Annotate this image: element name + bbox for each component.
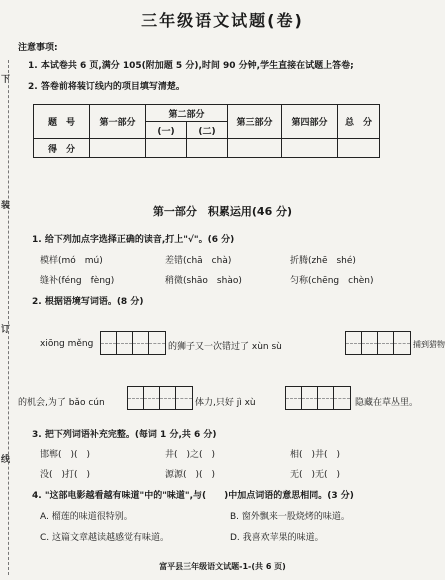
answer-boxes[interactable] (100, 331, 166, 355)
answer-boxes[interactable] (285, 386, 351, 410)
pinyin-choice[interactable]: 差错(chā chà) (165, 256, 232, 266)
score-cell[interactable] (282, 139, 338, 158)
idiom-blank[interactable]: 源源( )( ) (165, 470, 216, 480)
page-title: 三年级语文试题(卷) (141, 11, 304, 30)
question-prompt: 3. 把下列词语补充完整。(每词 1 分,共 6 分) (32, 430, 217, 440)
score-header-cell: 第二部分 (146, 105, 228, 122)
score-header-cell: 总 分 (338, 105, 380, 139)
pinyin-choice[interactable]: 稍微(shāo shào) (165, 276, 242, 286)
pinyin-choice[interactable]: 缝补(féng fèng) (40, 276, 115, 286)
idiom-blank[interactable]: 没( )打( ) (40, 470, 91, 480)
sentence-text: 的机会,为了 bǎo cún (18, 398, 105, 408)
pinyin-choice[interactable]: 折腾(zhē shé) (290, 256, 356, 266)
score-header-cell: 第三部分 (228, 105, 282, 139)
score-cell[interactable] (90, 139, 146, 158)
section-heading: 第一部分 积累运用(46 分) (152, 205, 293, 218)
side-mark: 订 (1, 325, 11, 335)
notice-heading: 注意事项: (18, 43, 58, 53)
answer-boxes[interactable] (345, 331, 411, 355)
score-subheader-cell: (一) (146, 122, 187, 139)
pinyin-choice[interactable]: 模样(mó mú) (40, 256, 103, 266)
score-row-label: 得 分 (34, 139, 90, 158)
question-prompt: 1. 给下列加点字选择正确的读音,打上"√"。(6 分) (32, 235, 235, 245)
score-table (33, 104, 380, 158)
idiom-blank[interactable]: 井( )之( ) (165, 450, 216, 460)
score-cell[interactable] (338, 139, 380, 158)
score-header-cell: 第一部分 (90, 105, 146, 139)
sentence-text: 隐藏在草丛里。 (355, 398, 419, 408)
pinyin-choice[interactable]: 匀称(chēng chèn) (290, 276, 374, 286)
score-cell[interactable] (187, 139, 228, 158)
option-a[interactable]: A. 榴莲的味道很特别。 (40, 512, 133, 522)
score-header-cell: 第四部分 (282, 105, 338, 139)
score-subheader-cell: (二) (187, 122, 228, 139)
score-cell[interactable] (228, 139, 282, 158)
score-cell[interactable] (146, 139, 187, 158)
binding-line (8, 60, 9, 575)
sentence-text: 体力,只好 jì xù (195, 398, 256, 408)
sentence-text: 捕到猎物 (413, 340, 445, 349)
option-c[interactable]: C. 这篇文章越读越感觉有味道。 (40, 533, 170, 543)
pinyin-text: xiōng měng (40, 339, 94, 349)
option-d[interactable]: D. 我喜欢苹果的味道。 (230, 533, 324, 543)
page-footer: 富平县三年级语文试题-1-(共 6 页) (159, 562, 286, 571)
option-b[interactable]: B. 窗外飘来一股烧烤的味道。 (230, 512, 350, 522)
question-prompt: 4. "这部电影越看越有味道"中的"味道",与( )中加点词语的意思相同。(3 分) (32, 491, 354, 501)
idiom-blank[interactable]: 相( )井( ) (290, 450, 341, 460)
score-header-cell: 题 号 (34, 105, 90, 139)
side-mark: 装 (1, 201, 11, 211)
idiom-blank[interactable]: 无( )无( ) (290, 470, 341, 480)
side-mark: 下 (1, 75, 11, 85)
notice-item: 1. 本试卷共 6 页,满分 105(附加题 5 分),时间 90 分钟,学生直接在试题上答卷; (28, 61, 354, 71)
answer-boxes[interactable] (127, 386, 193, 410)
question-prompt: 2. 根据语境写词语。(8 分) (32, 297, 144, 307)
idiom-blank[interactable]: 邯郸( )( ) (40, 450, 91, 460)
sentence-text: 的狮子又一次错过了 xùn sù (168, 342, 282, 352)
notice-item: 2. 答卷前将装订线内的项目填写清楚。 (28, 82, 185, 92)
side-mark: 线 (1, 455, 11, 465)
